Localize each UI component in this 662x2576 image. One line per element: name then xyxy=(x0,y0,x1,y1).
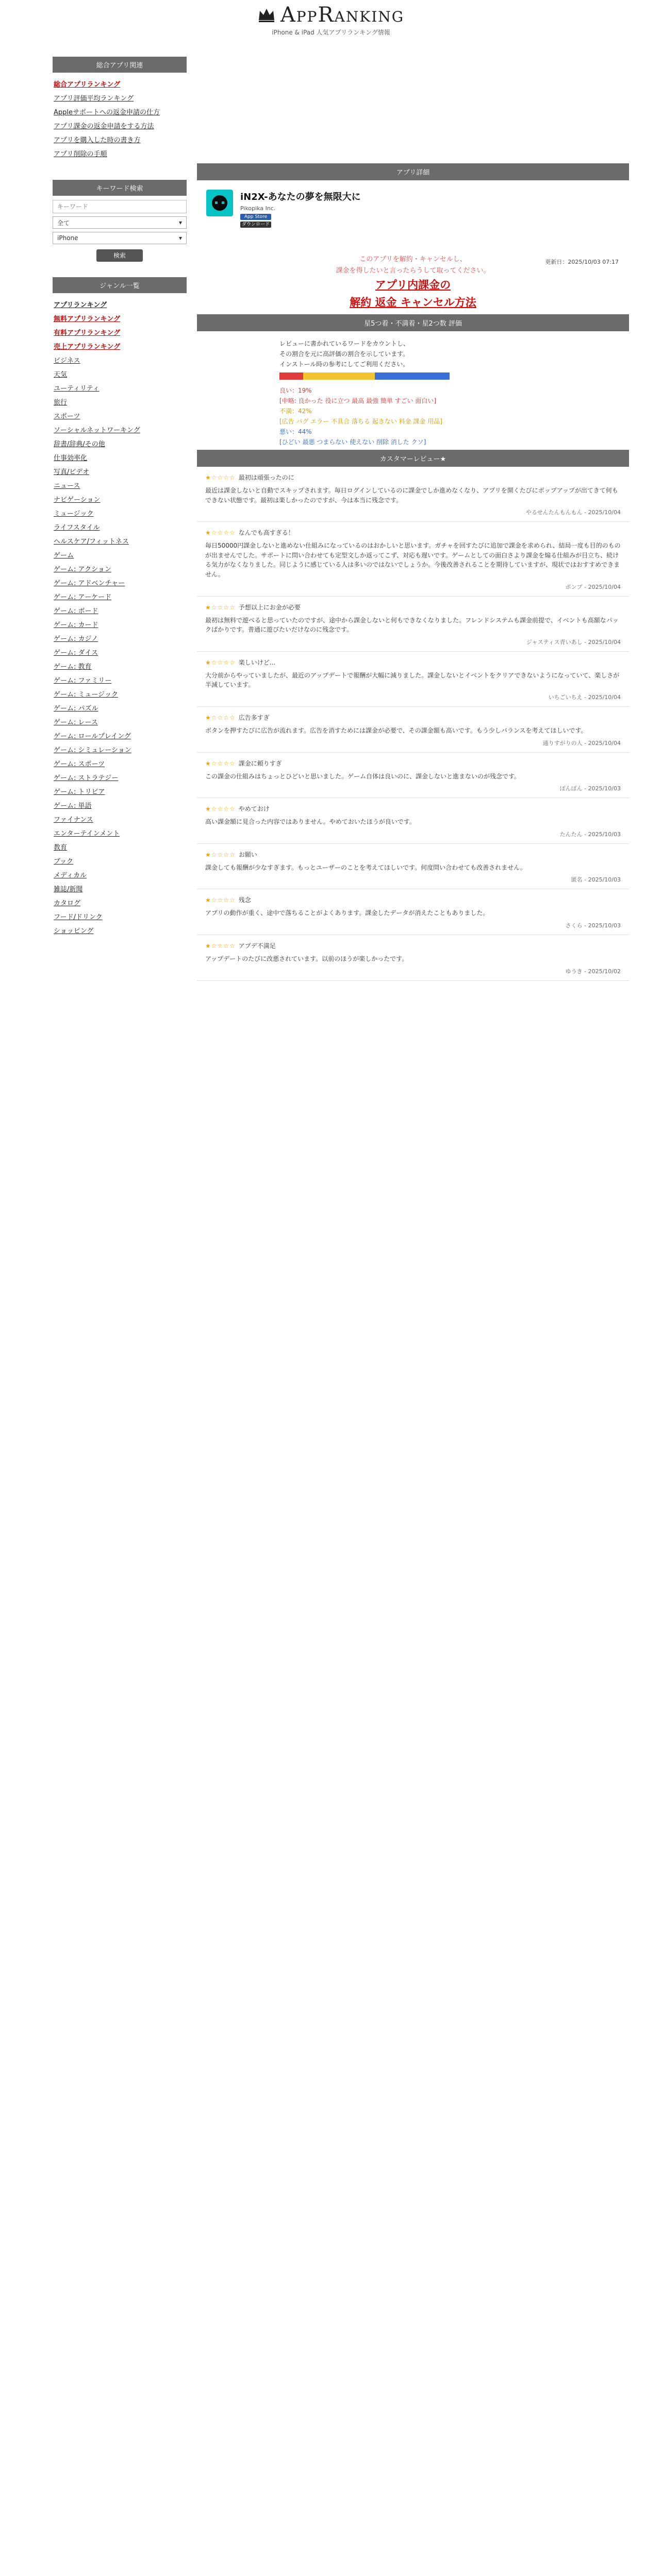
genre-link[interactable]: フード/ドリンク xyxy=(54,913,103,921)
genre-list-item xyxy=(54,464,186,478)
genre-list-item xyxy=(54,659,186,673)
review-meta xyxy=(205,875,621,884)
review-title: アプデ不満足 xyxy=(238,942,276,950)
review-item xyxy=(197,522,629,596)
crown-icon xyxy=(258,8,275,22)
genre-box xyxy=(53,277,187,941)
genre-link[interactable]: 旅行 xyxy=(54,399,68,406)
category-select[interactable] xyxy=(53,216,187,229)
genre-list-item xyxy=(54,575,186,589)
genre-link[interactable]: アプリランキング xyxy=(54,301,107,309)
review-body: 課金しても報酬が少なすぎます。もっとユーザーのことを考えてほしいです。何度問い合わせても改善されません。 xyxy=(205,863,526,871)
ranking-list-item xyxy=(54,132,186,146)
genre-list-item xyxy=(54,840,186,854)
review-stars: ★☆☆☆☆ xyxy=(205,529,236,537)
review-body: ボタンを押すたびに広告が流れます。広告を消すためには課金が必要で、その課金額も高いです。もう少しバランスを考えてほしいです。 xyxy=(205,726,587,734)
genre-link[interactable]: ゲーム: ロールプレイング xyxy=(54,733,131,740)
review-body: 高い課金額に見合った内容ではありません。やめておいたほうが良いです。 xyxy=(205,818,416,826)
genre-list-item xyxy=(54,687,186,701)
genre-list-item xyxy=(54,770,186,784)
genre-list-item xyxy=(54,339,186,353)
review-header xyxy=(205,895,621,904)
genre-list-item xyxy=(54,882,186,895)
review-meta-separator: - xyxy=(582,638,588,646)
review-stars: ★☆☆☆☆ xyxy=(205,896,236,904)
rating-bar-segment xyxy=(375,372,450,380)
review-title: なんでも高すぎる！ xyxy=(238,529,294,537)
genre-list-item xyxy=(54,603,186,617)
review-item xyxy=(197,652,629,707)
genre-link[interactable]: ファイナンス xyxy=(54,816,93,824)
genre-link[interactable]: ユーティリティ xyxy=(54,385,100,393)
review-user: さくら xyxy=(565,922,583,929)
review-header xyxy=(205,759,621,768)
review-item xyxy=(197,798,629,844)
ranking-link[interactable]: Appleサポートへの返金申請の仕方 xyxy=(54,109,160,116)
review-date: 2025/10/03 xyxy=(588,876,621,884)
genre-link[interactable]: ゲーム: 教育 xyxy=(54,663,92,671)
review-item xyxy=(197,597,629,652)
review-user: たんたん xyxy=(559,831,583,838)
review-date: 2025/10/03 xyxy=(588,922,621,929)
review-meta-separator: - xyxy=(582,968,588,975)
rating-intro-1: レビューに書かれているワードをカウントし、 xyxy=(279,340,410,347)
review-stars: ★☆☆☆☆ xyxy=(205,714,236,721)
review-header xyxy=(205,850,621,859)
review-user: 通りすがりの人 xyxy=(542,739,583,747)
genre-list-item xyxy=(54,784,186,798)
ranking-link[interactable]: アプリ課金の返金申請をする方法 xyxy=(54,123,154,130)
review-item xyxy=(197,707,629,753)
ranking-box xyxy=(53,57,187,164)
genre-list-item xyxy=(54,631,186,645)
review-header xyxy=(205,528,621,537)
promo-line-2: 課金を得したいと言ったらうして取ってください。 xyxy=(336,267,490,275)
app-logo-icon xyxy=(209,193,230,213)
review-meta-separator: - xyxy=(582,876,588,884)
ranking-list-item xyxy=(54,91,186,105)
main-content xyxy=(197,163,629,981)
genre-link[interactable]: ゲーム: ストラテジー xyxy=(54,774,119,782)
genre-link[interactable]: ゲーム: シミュレーション xyxy=(54,747,131,754)
device-select-value: iPhone xyxy=(57,234,78,242)
review-meta-separator: - xyxy=(582,583,588,590)
review-meta-separator: - xyxy=(582,739,588,747)
genre-list xyxy=(53,293,187,941)
ranking-link[interactable]: アプリ評価平均ランキング xyxy=(54,95,134,103)
genre-link[interactable]: ニュース xyxy=(54,482,80,490)
review-meta-separator: - xyxy=(582,922,588,929)
genre-list-item xyxy=(54,548,186,562)
review-meta xyxy=(205,693,621,701)
genre-link[interactable]: ライフスタイル xyxy=(54,524,100,532)
genre-list-item xyxy=(54,450,186,464)
genre-link[interactable]: カタログ xyxy=(54,900,81,907)
review-user: いちごいちえ xyxy=(548,693,583,701)
review-header xyxy=(205,658,621,667)
genre-list-item xyxy=(54,715,186,728)
genre-link[interactable]: ゲーム: レース xyxy=(54,719,98,726)
chevron-down-icon: ▾ xyxy=(178,219,182,226)
reviews-heading: カスタマーレビュー★ xyxy=(197,450,629,467)
ranking-link[interactable]: アプリ削除の手順 xyxy=(54,150,107,158)
genre-link[interactable]: 仕事効率化 xyxy=(54,454,88,462)
genre-list-item xyxy=(54,756,186,770)
review-title: 最初は頑張ったのに xyxy=(238,474,294,481)
review-title: 課金に頼りすぎ xyxy=(238,759,282,767)
genre-list-item xyxy=(54,353,186,367)
ranking-list-item xyxy=(54,118,186,132)
download-button[interactable]: ダウンロード xyxy=(240,222,271,228)
normal-words: [広告 バグ エラー 不具合 落ちる 起きない 料金 課金 用品] xyxy=(279,418,442,425)
review-header xyxy=(205,941,621,950)
genre-list-item xyxy=(54,311,186,325)
keyword-input[interactable] xyxy=(53,200,187,213)
genre-link[interactable]: ショッピング xyxy=(54,927,94,935)
app-card xyxy=(197,180,629,314)
genre-link[interactable]: ゲーム: アーケード xyxy=(54,594,112,601)
genre-link[interactable]: ゲーム: ミュージック xyxy=(54,691,118,699)
genre-list-item xyxy=(54,895,186,909)
updated-date: 更新日：2025/10/03 07:17 xyxy=(545,259,619,265)
review-meta xyxy=(205,921,621,929)
review-meta xyxy=(205,739,621,747)
ranking-heading: 総合アプリ関連 xyxy=(53,57,187,73)
ranking-list-item xyxy=(54,146,186,160)
genre-list-item xyxy=(54,645,186,659)
genre-list-item xyxy=(54,812,186,826)
category-select-value: 全て xyxy=(57,219,70,227)
refund-link-1[interactable]: アプリ内課金の xyxy=(375,279,451,291)
rating-heading: 星5つ着・不満着・星2つ数 評価 xyxy=(197,314,629,331)
genre-list-item xyxy=(54,506,186,520)
app-name: iN2X-あなたの夢を無限大に xyxy=(240,192,361,202)
genre-link[interactable]: ゲーム: スポーツ xyxy=(54,760,105,768)
review-body: この課金の仕組みはちょっとひどいと思いました。ゲーム自体は良いのに、課金しないと進まないのが残念です。 xyxy=(205,772,521,780)
review-user: やるせんたんもんもん xyxy=(525,509,583,516)
ranking-list-item xyxy=(54,77,186,91)
genre-list-item xyxy=(54,381,186,395)
genre-link[interactable]: 天気 xyxy=(54,371,68,379)
review-meta-separator: - xyxy=(582,693,588,701)
review-item xyxy=(197,935,629,981)
genre-link[interactable]: 写真/ビデオ xyxy=(54,468,90,476)
bad-label: 悪い：44% xyxy=(279,428,312,435)
rating-bar-segment xyxy=(279,372,303,380)
genre-link[interactable]: 無料アプリランキング xyxy=(54,315,121,323)
normal-label: 不満：42% xyxy=(279,408,312,415)
genre-list-item xyxy=(54,742,186,756)
genre-list-item xyxy=(54,909,186,923)
genre-list-item xyxy=(54,701,186,715)
genre-list-item xyxy=(54,589,186,603)
app-icon[interactable] xyxy=(206,190,233,216)
genre-link[interactable]: ビジネス xyxy=(54,357,80,365)
review-meta xyxy=(205,784,621,792)
review-stars: ★☆☆☆☆ xyxy=(205,658,236,666)
keyword-heading: キーワード検索 xyxy=(53,180,187,196)
review-title: 広告多すぎ xyxy=(238,714,270,721)
genre-list-item xyxy=(54,868,186,882)
review-title: やめておけ xyxy=(238,805,270,813)
review-stars: ★☆☆☆☆ xyxy=(205,474,236,481)
genre-link[interactable]: ゲーム: アクション xyxy=(54,566,111,573)
review-date: 2025/10/04 xyxy=(588,638,621,646)
genre-link[interactable]: ゲーム: 単語 xyxy=(54,802,92,810)
ranking-link[interactable]: 総合アプリランキング xyxy=(54,81,121,89)
review-header xyxy=(205,713,621,722)
refund-link-2[interactable]: 解約 返金 キャンセル方法 xyxy=(350,296,476,309)
genre-list-item xyxy=(54,854,186,868)
genre-link[interactable]: メディカル xyxy=(54,872,87,879)
review-body: アップデートのたびに改悪されています。以前のほうが楽しかったです。 xyxy=(205,955,408,962)
genre-link[interactable]: ゲーム: アドベンチャー xyxy=(54,580,125,587)
genre-list-item xyxy=(54,478,186,492)
genre-list-item xyxy=(54,520,186,534)
good-words: [中略: 良かった 役に立つ 最高 最強 簡単 すごい 面白い] xyxy=(279,397,437,404)
logo-text: AppRanking xyxy=(280,3,405,27)
genre-link[interactable]: ブック xyxy=(54,858,74,866)
site-logo[interactable] xyxy=(258,3,404,27)
genre-link[interactable]: 有料アプリランキング xyxy=(54,329,121,337)
review-body: アプリの動作が重く、途中で落ちることがよくあります。課金したデータが消えたこともありました。 xyxy=(205,909,489,917)
review-header xyxy=(205,473,621,482)
review-date: 2025/10/04 xyxy=(588,509,621,516)
genre-link[interactable]: ナビゲーション xyxy=(54,496,101,504)
genre-list-item xyxy=(54,728,186,742)
genre-list-item xyxy=(54,923,186,937)
review-stars: ★☆☆☆☆ xyxy=(205,942,236,950)
review-meta xyxy=(205,583,621,591)
genre-list-item xyxy=(54,617,186,631)
genre-list-item xyxy=(54,367,186,381)
review-stars: ★☆☆☆☆ xyxy=(205,759,236,767)
genre-list-item xyxy=(54,534,186,548)
ranking-list-item xyxy=(54,105,186,118)
review-meta-separator: - xyxy=(582,509,588,516)
genre-link[interactable]: 雑誌/新聞 xyxy=(54,886,83,893)
review-date: 2025/10/04 xyxy=(588,583,621,590)
genre-list-item xyxy=(54,562,186,575)
review-title: 予想以上にお金が必要 xyxy=(238,603,301,611)
tagline: iPhone & iPad 人気アプリランキング情報 xyxy=(272,29,390,36)
rating-intro-2: その割合を元に高評価の割合を示しています。 xyxy=(279,350,409,358)
app-detail-heading: アプリ詳細 xyxy=(197,163,629,180)
review-stars: ★☆☆☆☆ xyxy=(205,851,236,858)
review-user: 匿名 xyxy=(571,876,583,884)
review-item xyxy=(197,889,629,935)
review-date: 2025/10/03 xyxy=(588,785,621,792)
genre-link[interactable]: 教育 xyxy=(54,844,68,852)
genre-link[interactable]: エンターテインメント xyxy=(54,830,120,838)
ranking-link[interactable]: アプリを購入した時の書き方 xyxy=(54,137,141,144)
review-date: 2025/10/04 xyxy=(588,739,621,747)
ranking-list xyxy=(53,73,187,164)
good-label: 良い：19% xyxy=(279,387,312,394)
chevron-down-icon: ▾ xyxy=(178,234,182,242)
genre-list-item xyxy=(54,436,186,450)
review-item xyxy=(197,753,629,799)
keyword-box xyxy=(53,180,187,262)
rating-bar xyxy=(279,372,450,380)
rating-bar-segment xyxy=(303,372,375,380)
genre-link[interactable]: ゲーム: ボード xyxy=(54,607,98,615)
genre-heading: ジャンル一覧 xyxy=(53,277,187,293)
review-stars: ★☆☆☆☆ xyxy=(205,805,236,813)
genre-link[interactable]: ゲーム: ダイス xyxy=(54,649,98,657)
review-body: 最初は無料で遊べると思っていたのですが、途中から課金しないと何もできなくなりました。フレンドシステムも課金前提で、イベントも高額なパックばかりです。普通に遊びたいだけなのに残念です。 xyxy=(205,616,619,634)
app-store-button[interactable]: App Store xyxy=(240,214,271,220)
genre-link[interactable]: ゲーム: カード xyxy=(54,621,98,629)
sidebar xyxy=(53,57,187,957)
review-header xyxy=(205,603,621,612)
genre-link[interactable]: 売上アプリランキング xyxy=(54,343,121,351)
review-meta-separator: - xyxy=(582,831,588,838)
bad-words: [ひどい 最悪 つまらない 使えない 削除 消した クソ] xyxy=(279,438,426,446)
device-select[interactable] xyxy=(53,232,187,244)
review-list xyxy=(197,467,629,981)
genre-list-item xyxy=(54,409,186,422)
genre-link[interactable]: ヘルスケア/フィットネス xyxy=(54,538,129,546)
review-stars: ★☆☆☆☆ xyxy=(205,603,236,611)
genre-list-item xyxy=(54,422,186,436)
review-title: 残念 xyxy=(238,896,251,904)
genre-list-item xyxy=(54,395,186,409)
rating-box xyxy=(197,331,629,450)
review-meta xyxy=(205,830,621,838)
genre-list-item xyxy=(54,798,186,812)
review-meta xyxy=(205,508,621,516)
genre-link[interactable]: ミュージック xyxy=(54,510,94,518)
genre-link[interactable]: ゲーム: カジノ xyxy=(54,635,98,643)
review-item xyxy=(197,844,629,890)
review-body: 最近は課金しないと自動でスキップされます。毎日ログインしているのに課金でしか進めなくなり、アプリを開くたびにポップアップが出てきて何もできない状態です。最初は楽しかったのですが、今は本当に残念です。 xyxy=(205,487,618,504)
promo-line-1: このアプリを解約・キャンセルし、 xyxy=(359,256,467,263)
search-button[interactable]: 検索 xyxy=(96,249,143,262)
review-user: ポンプ xyxy=(565,583,583,590)
review-user: ゆうき xyxy=(565,968,583,975)
review-user: ジャスティス青いあし xyxy=(526,638,583,646)
review-meta-separator: - xyxy=(582,785,588,792)
review-user: ぽんぽん xyxy=(559,785,583,792)
genre-link[interactable]: スポーツ xyxy=(54,413,80,420)
genre-link[interactable]: ゲーム: ファミリー xyxy=(54,677,112,685)
review-title: 楽しいけど... xyxy=(238,658,276,666)
review-header xyxy=(205,804,621,813)
review-item xyxy=(197,467,629,522)
review-meta xyxy=(205,638,621,646)
review-meta xyxy=(205,967,621,975)
app-developer[interactable]: Pikopika Inc. xyxy=(240,205,276,212)
genre-link[interactable]: ゲーム: パズル xyxy=(54,705,98,713)
genre-list-item xyxy=(54,325,186,339)
review-title: お願い xyxy=(238,851,257,858)
genre-link[interactable]: ゲーム: トリビア xyxy=(54,788,105,796)
site-header xyxy=(0,0,662,42)
genre-link[interactable]: ソーシャルネットワーキング xyxy=(54,427,140,434)
review-body: 大分前からやっていましたが、最近のアップデートで報酬が大幅に減りました。課金しないとイベントをクリアできないようになっていて、楽しさが半減しています。 xyxy=(205,671,620,689)
genre-list-item xyxy=(54,297,186,311)
genre-list-item xyxy=(54,492,186,506)
review-date: 2025/10/04 xyxy=(588,693,621,701)
genre-link[interactable]: 辞書/辞典/その他 xyxy=(54,440,105,448)
review-date: 2025/10/02 xyxy=(588,968,621,975)
genre-link[interactable]: ゲーム xyxy=(54,552,74,560)
review-date: 2025/10/03 xyxy=(588,831,621,838)
genre-list-item xyxy=(54,673,186,687)
rating-intro-3: インストール時の参考にしてご利用ください。 xyxy=(279,361,409,368)
genre-list-item xyxy=(54,826,186,840)
review-body: 毎日50000円課金しないと進めない仕組みになっているのはおかしいと思います。ガチャを回すたびに追加で課金を求められ、結局一度も目的のものが出ませんでした。サポートに問い合わせても定型文しか返ってこず、対応も遅いです。ゲームとしての面白さより課金を煽る仕組みが目立ち、続ける気力がなくなりました。同じように感じている人は多いのではないでしょうか。今後改善されることを期待していますが、現状ではおすすめできません。 xyxy=(205,542,621,578)
